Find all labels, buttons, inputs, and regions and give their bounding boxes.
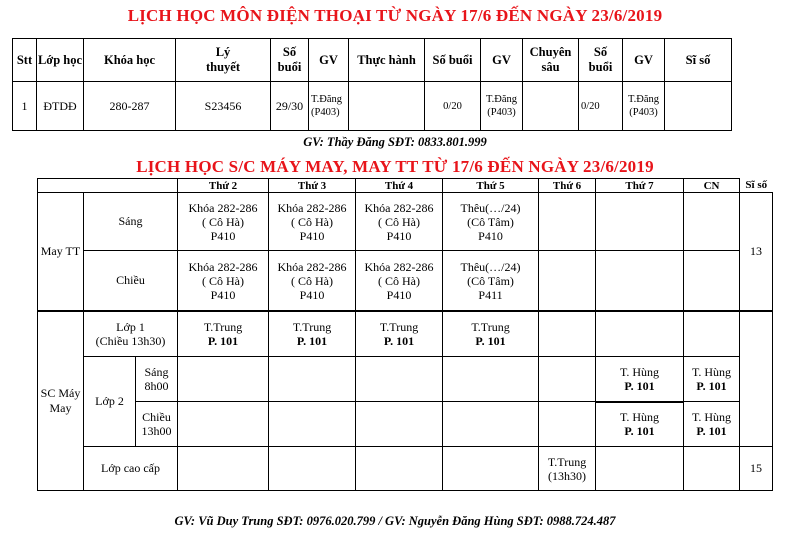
may-tt-chieu-fri <box>539 251 596 312</box>
lop2-chieu-wed <box>356 402 443 447</box>
lop1-sun <box>684 311 740 357</box>
header-chuyen-sau <box>523 39 579 82</box>
lop1-mon <box>178 311 269 357</box>
may-tt-chieu-tue <box>269 251 356 312</box>
header-wed: Thứ 4 <box>356 179 443 193</box>
lop1-tue-gv: T.Trung <box>292 320 332 334</box>
may-tt-chieu-thu <box>443 251 539 312</box>
may-tt-chieu-mon-l2: ( Cô Hà) <box>202 273 245 288</box>
may-tt-sang-label: Sáng <box>84 193 178 251</box>
header-lop-hoc: Lớp học <box>37 39 84 82</box>
header-so-buoi-c <box>579 39 623 82</box>
may-tt-sang-mon-l3: P410 <box>210 228 236 243</box>
header-stt: Stt <box>13 39 37 82</box>
may-tt-sang-wed-l2: ( Cô Hà) <box>378 214 421 229</box>
may-tt-chieu-tue-l2: ( Cô Hà) <box>291 273 334 288</box>
lop2-label: Lớp 2 <box>84 357 136 447</box>
lop2-chieu-sun-room: P. 101 <box>696 424 727 438</box>
may-tt-sang-wed-l1: Khóa 282-286 <box>364 200 434 215</box>
may-tt-sang-mon-l2: ( Cô Hà) <box>202 214 245 229</box>
may-tt-chieu-wed-l1: Khóa 282-286 <box>364 259 434 274</box>
header-so-buoi-c-l2: buổi <box>588 60 613 74</box>
lop2-sang-sat-gv: T. Hùng <box>619 364 660 379</box>
lop2-chieu-label <box>136 402 178 447</box>
lop2-chieu-thu <box>443 402 539 447</box>
sc-may-may-l1: SC Máy <box>40 386 81 400</box>
header-sat: Thứ 7 <box>596 179 684 193</box>
cao-cap-tue <box>269 447 356 491</box>
lop2-chieu-row <box>38 402 773 447</box>
cell-gv-a-l2: (P403) <box>311 107 340 118</box>
may-tt-sang-mon <box>178 193 269 251</box>
header-ly-thuyet <box>176 39 271 82</box>
cell-thuc-hanh <box>349 82 425 131</box>
lop2-sang-wed <box>356 357 443 402</box>
cell-so-buoi-b: 0/20 <box>425 82 481 131</box>
may-tt-chieu-thu-l3: P411 <box>478 287 503 302</box>
page-title-sewing-schedule: LỊCH HỌC S/C MÁY MAY, MAY TT TỪ 17/6 ĐẾN NGÀY 23/6/2019 <box>136 157 654 176</box>
may-tt-sang-thu-l2: (Cô Tâm) <box>467 214 514 229</box>
lop1-tue-room: P. 101 <box>296 334 328 348</box>
page-title-phone-schedule: LỊCH HỌC MÔN ĐIỆN THOẠI TỪ NGÀY 17/6 ĐẾN NGÀY 23/6/2019 <box>127 6 663 25</box>
lop1-thu-room: P. 101 <box>475 334 506 348</box>
lop1-label-l2: (Chiều 13h30) <box>95 334 166 348</box>
lop1-mon-room: P. 101 <box>207 334 239 348</box>
may-tt-sang-sat <box>596 193 684 251</box>
header-ly-thuyet-l1: Lý <box>215 45 231 59</box>
cell-gv-a-l1: T.Đăng <box>311 94 343 105</box>
header-so-buoi-a-l2: buổi <box>277 60 302 74</box>
header-gv-b: GV <box>481 39 523 82</box>
may-tt-chieu-wed-l3: P410 <box>386 287 412 302</box>
may-tt-sang-tue-l1: Khóa 282-286 <box>277 200 347 215</box>
cao-cap-fri-time: (13h30) <box>548 468 587 483</box>
header-fri: Thứ 6 <box>539 179 596 193</box>
cell-so-buoi-a: 29/30 <box>271 82 309 131</box>
header-blank <box>38 179 178 193</box>
may-tt-chieu-mon-l3: P410 <box>210 287 236 302</box>
may-tt-chieu-row <box>38 251 773 312</box>
may-tt-chieu-mon-l1: Khóa 282-286 <box>188 259 258 274</box>
cao-cap-mon <box>178 447 269 491</box>
lop2-chieu-sun <box>684 402 740 447</box>
lop1-sat <box>596 311 684 357</box>
cao-cap-row <box>38 447 773 491</box>
teacher-contact-phone: GV: Thầy Đăng SĐT: 0833.801.999 <box>303 135 487 149</box>
lop2-sang-sat-room: P. 101 <box>624 378 655 393</box>
lop2-sang-sun <box>684 357 740 402</box>
may-tt-chieu-thu-l1: Thêu(…/24) <box>460 259 521 274</box>
header-so-buoi-b: Số buổi <box>425 39 481 82</box>
lop1-wed-gv: T.Trung <box>379 320 419 334</box>
may-tt-sang-wed <box>356 193 443 251</box>
cell-gv-b-l2: (P403) <box>487 107 516 118</box>
may-tt-chieu-tue-l1: Khóa 282-286 <box>277 259 347 274</box>
may-tt-chieu-wed-l2: ( Cô Hà) <box>378 273 421 288</box>
header-gv-c: GV <box>623 39 665 82</box>
lop2-sang-label <box>136 357 178 402</box>
lop2-sang-row <box>38 357 773 402</box>
lop2-chieu-mon <box>178 402 269 447</box>
may-tt-sang-row <box>38 193 773 251</box>
cell-ly-thuyet: S23456 <box>176 82 271 131</box>
may-tt-chieu-sat <box>596 251 684 312</box>
may-tt-chieu-label: Chiều <box>84 251 178 312</box>
cell-gv-c <box>623 82 665 131</box>
lop2-sang-tue <box>269 357 356 402</box>
header-tue: Thứ 3 <box>269 179 356 193</box>
may-tt-sang-fri <box>539 193 596 251</box>
header-khoa-hoc: Khóa học <box>84 39 176 82</box>
cell-lop: ĐTDĐ <box>37 82 84 131</box>
cell-chuyen-sau <box>523 82 579 131</box>
lop2-chieu-fri <box>539 402 596 447</box>
lop2-sang-sun-gv: T. Hùng <box>691 365 732 379</box>
lop2-chieu-sat <box>596 402 684 447</box>
cao-cap-label: Lớp cao cấp <box>84 447 178 491</box>
header-si-so: Sĩ số <box>665 39 732 82</box>
lop2-chieu-l2: 13h00 <box>141 424 172 438</box>
lop1-label <box>84 311 178 357</box>
lop2-chieu-tue <box>269 402 356 447</box>
cell-gv-a <box>309 82 349 131</box>
lop2-sang-l2: 8h00 <box>144 379 169 393</box>
cell-stt: 1 <box>13 82 37 131</box>
header-so-buoi-a-l1: Số <box>282 45 297 59</box>
header-chuyen-sau-l1: Chuyên <box>529 45 572 59</box>
sc-si-so-blank <box>740 311 773 447</box>
header-so-buoi-a <box>271 39 309 82</box>
lop1-thu-gv: T.Trung <box>471 320 510 334</box>
cell-gv-b-l1: T.Đăng <box>485 94 517 105</box>
header-mon: Thứ 2 <box>178 179 269 193</box>
header-thuc-hanh: Thực hành <box>349 39 425 82</box>
may-tt-si-so: 13 <box>740 193 773 312</box>
header-thu: Thứ 5 <box>443 179 539 193</box>
may-tt-sang-thu-l1: Thêu(…/24) <box>460 200 521 215</box>
header-si-so: Sĩ số <box>745 179 768 192</box>
lop2-chieu-sun-gv: T. Hùng <box>691 410 732 424</box>
may-tt-sang-thu-l3: P410 <box>478 228 503 243</box>
cell-so-buoi-c: 0/20 <box>579 82 623 131</box>
lop2-sang-fri <box>539 357 596 402</box>
sc-may-may-label <box>38 311 84 491</box>
lop2-chieu-sat-room: P. 101 <box>624 424 655 439</box>
lop1-thu <box>443 311 539 357</box>
cao-cap-wed <box>356 447 443 491</box>
cao-cap-fri <box>539 447 596 491</box>
sc-lop1-row <box>38 311 773 357</box>
may-tt-chieu-tue-l3: P410 <box>299 287 325 302</box>
cell-gv-c-l2: (P403) <box>629 107 658 118</box>
lop1-tue <box>269 311 356 357</box>
lop2-sang-sat <box>596 357 684 402</box>
phone-schedule-table <box>12 38 732 131</box>
cell-si-so <box>665 82 732 131</box>
may-tt-label: May TT <box>38 193 84 312</box>
day-header-row <box>38 179 773 193</box>
header-sun: CN <box>684 179 740 193</box>
sewing-schedule-table <box>37 178 773 491</box>
cao-cap-sat <box>596 447 684 491</box>
lop1-mon-gv: T.Trung <box>203 320 243 334</box>
header-row <box>13 39 732 82</box>
header-ly-thuyet-l2: thuyết <box>205 60 241 74</box>
may-tt-sang-tue-l3: P410 <box>299 228 325 243</box>
may-tt-sang-tue <box>269 193 356 251</box>
may-tt-sang-tue-l2: ( Cô Hà) <box>291 214 334 229</box>
may-tt-chieu-wed <box>356 251 443 312</box>
table-row <box>13 82 732 131</box>
cell-gv-c-l1: T.Đăng <box>627 94 659 105</box>
lop2-sang-mon <box>178 357 269 402</box>
lop1-wed <box>356 311 443 357</box>
lop2-chieu-l1: Chiều <box>142 410 171 424</box>
lop2-chieu-sat-gv: T. Hùng <box>619 410 660 425</box>
may-tt-chieu-mon <box>178 251 269 312</box>
lop1-fri <box>539 311 596 357</box>
cao-cap-sun <box>684 447 740 491</box>
header-so-buoi-c-l1: Số <box>593 45 608 59</box>
teachers-contact-sewing: GV: Vũ Duy Trung SĐT: 0976.020.799 / GV: Nguyễn Đăng Hùng SĐT: 0988.724.487 <box>174 514 616 528</box>
lop1-wed-room: P. 101 <box>383 334 415 348</box>
header-chuyen-sau-l2: sâu <box>541 60 560 74</box>
lop2-sang-l1: Sáng <box>144 365 169 379</box>
sc-may-may-l2: May <box>49 401 72 415</box>
lop2-sang-sun-room: P. 101 <box>696 379 727 393</box>
cao-cap-fri-gv: T.Trung <box>547 454 587 469</box>
may-tt-sang-wed-l3: P410 <box>386 228 412 243</box>
may-tt-sang-mon-l1: Khóa 282-286 <box>188 200 258 215</box>
may-tt-sang-sun <box>684 193 740 251</box>
cell-khoa: 280-287 <box>84 82 176 131</box>
may-tt-chieu-thu-l2: (Cô Tâm) <box>467 273 514 288</box>
cao-cap-si-so: 15 <box>740 447 773 491</box>
cell-gv-b <box>481 82 523 131</box>
lop1-label-l1: Lớp 1 <box>116 320 145 334</box>
may-tt-sang-thu <box>443 193 539 251</box>
lop2-sang-thu <box>443 357 539 402</box>
cao-cap-thu <box>443 447 539 491</box>
header-gv-a: GV <box>309 39 349 82</box>
may-tt-chieu-sun <box>684 251 740 312</box>
